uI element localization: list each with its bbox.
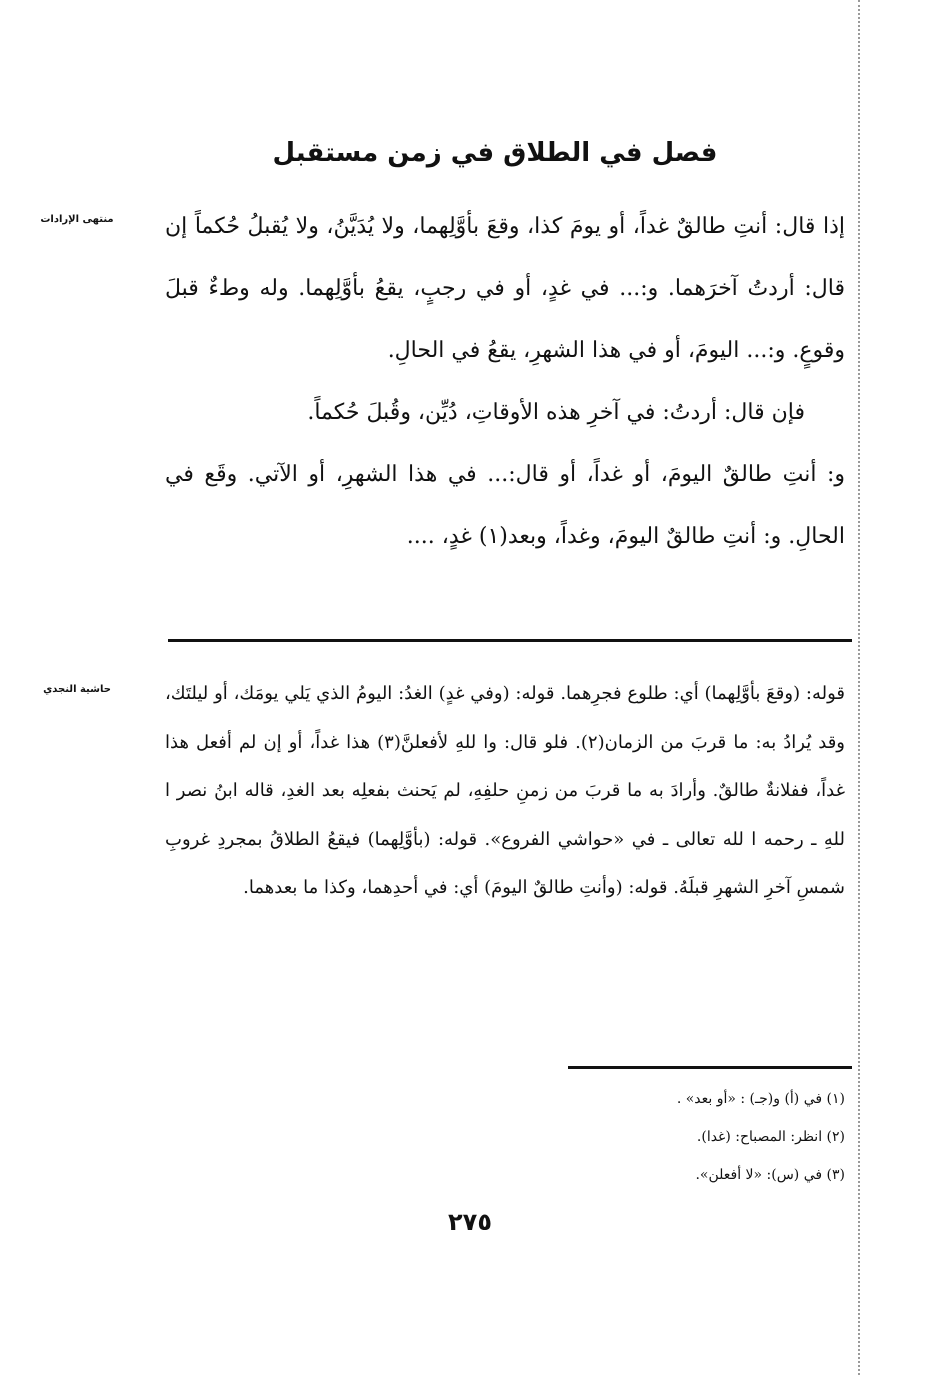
- section-divider: [168, 639, 852, 642]
- footnote-item: (٣) في (س): «لا أفعلن».: [695, 1167, 845, 1183]
- footnotes: [500, 1080, 845, 1194]
- side-label-commentary-source: حاشية النجدي: [43, 684, 111, 695]
- page-gutter-dotted-line: [858, 0, 860, 1375]
- main-text: [165, 196, 845, 568]
- footnote-divider: [568, 1066, 852, 1069]
- commentary-paragraph: قوله: (وقعَ بأوَّلِهما) أي: طلوع فجرِهما. قوله: (وفي غدٍ) الغدُ: اليومُ الذي يَلي يومَك، أو ليلتَك، وقد يُرادُ به: ما قربَ من الزمان(٢). فلو قال: وا للهِ لأفعلنَّ(٣) هذا غداً، أو إن لم أفعل هذا غداً، ففلانةٌ طالقٌ. وأرادَ به ما قربَ من زمنِ حلفِهِ، لم يَحنث بفعلِه بعد الغدِ، قاله ابنُ نصر ا للهِ ـ رحمه ا لله تعالى ـ في «حواشي الفروع». قوله: (بأوَّلِهما) فيقعُ الطلاقُ بمجردِ غروبِ شمسِ آخرِ الشهرِ قبلَهُ. قوله: (وأنتِ طالقٌ اليومَ) أي: في أحدِهما، وكذا ما بعدهما.: [165, 683, 845, 898]
- page-number: ٢٧٥: [448, 1208, 492, 1236]
- footnote-item: (٢) انظر: المصباح: (غدا).: [696, 1129, 845, 1145]
- chapter-title: فصل في الطلاق في زمن مستقبل: [272, 138, 718, 168]
- footnote-item: (١) في (أ) و(جـ) : «أو بعد» .: [676, 1091, 845, 1107]
- main-paragraph: فإن قال: أردتُ: في آخرِ هذه الأوقاتِ، دُيِّن، وقُبلَ حُكماً.: [307, 400, 805, 425]
- commentary-text: [165, 670, 845, 913]
- main-paragraph: إذا قال: أنتِ طالقٌ غداً، أو يومَ كذا، وقعَ بأوَّلِهما، ولا يُدَيَّنُ، ولا يُقبلُ حُكماً إن قال: أردتُ آخرَهما. و:... في غدٍ، أو في رجبٍ، يقعُ بأوَّلِهما. وله وطءٌ قبلَ وقوعٍ. و:... اليومَ، أو في هذا الشهرِ، يقعُ في الحالِ.: [165, 214, 845, 363]
- side-label-main-source: منتهى الإرادات: [40, 214, 114, 225]
- main-paragraph: و: أنتِ طالقٌ اليومَ، أو غداً، أو قال:... في هذا الشهرِ، أو الآتي. وقَع في الحالِ. و: أنتِ طالقٌ اليومَ، وغداً، وبعد(١) غدٍ، ....: [165, 462, 845, 549]
